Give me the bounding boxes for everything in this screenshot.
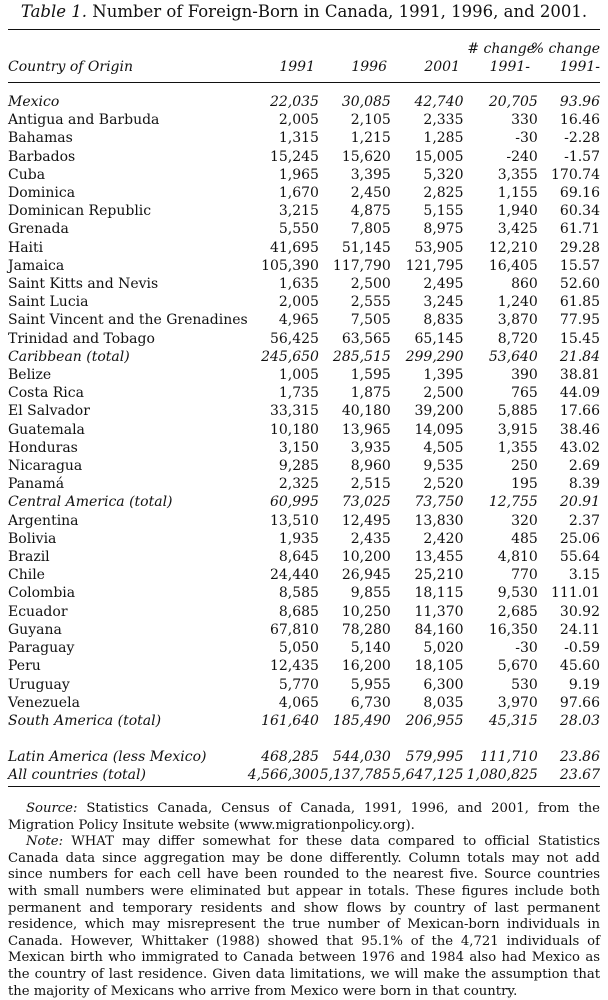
cell-change-pct: 8.39: [568, 476, 600, 493]
cell-1996: 8,960: [350, 458, 391, 475]
cell-2001: 18,115: [414, 585, 464, 602]
cell-1991: 1,315: [278, 130, 319, 147]
header-2001: 2001: [424, 59, 460, 75]
table-caption: Number of Foreign-Born in Canada, 1991, 1996, and 2001.: [92, 2, 588, 21]
cell-country: Jamaica: [8, 257, 65, 274]
cell-2001: 5,647,125: [392, 767, 464, 784]
cell-2001: 73,750: [414, 494, 464, 511]
cell-1996: 63,565: [341, 330, 391, 347]
cell-country: South America (total): [8, 712, 162, 729]
table-row-total: [8, 748, 600, 766]
cell-1996: 544,030: [332, 749, 391, 766]
header-country: Country of Origin: [8, 59, 134, 75]
cell-1991: 2,005: [278, 294, 319, 311]
cell-1991: 67,810: [269, 621, 319, 638]
header-change-num-sub: 1991-: [489, 59, 530, 75]
cell-1996: 78,280: [341, 621, 391, 638]
table-row: [8, 293, 600, 311]
cell-change-pct: 43.02: [559, 439, 600, 456]
table-row-total: [8, 93, 600, 111]
cell-change-pct: 21.84: [559, 348, 600, 365]
cell-change-num: 765: [511, 385, 538, 402]
cell-2001: 2,335: [423, 112, 464, 129]
note-text: may differ somewhat for these data compared to official Statistics Canada data since aggregation may be done differently. Column totals may not add since numbers for each cell have been rounded to the nearest five. Source countries with small numbers were eliminated but appear in totals. These figures include both permanent and temporary residents and show flows by country of last permanent residence, which may misrepresent the true number of Mexican-born individuals in Canada. However, Whittaker (1988) showed that 95.1% of the 4,721 individuals of Mexican birth who immigrated to Canada between 1976 and 1984 also had Mexico as the country of last residence. Given data limitations, we will make the assumption that the majority of Mexicans who arrive from Mexico were born in that country.: [8, 834, 600, 999]
cell-1996: 73,025: [341, 494, 391, 511]
cell-1996: 3,395: [350, 166, 391, 183]
cell-change-pct: -2.28: [564, 130, 600, 147]
cell-1996: 5,137,785: [319, 767, 391, 784]
cell-change-num: 8,720: [497, 330, 538, 347]
cell-1996: 1,215: [350, 130, 391, 147]
cell-country: Barbados: [8, 148, 76, 165]
cell-1996: 10,250: [341, 603, 391, 620]
table-row: [8, 239, 600, 257]
header-change-pct-sub: 1991-: [559, 59, 600, 75]
cell-2001: 65,145: [414, 330, 464, 347]
cell-2001: 11,370: [414, 603, 464, 620]
cell-2001: 206,955: [405, 712, 464, 729]
cell-change-num: 1,080,825: [466, 767, 538, 784]
cell-2001: 25,210: [414, 567, 464, 584]
header-change-pct: % change: [530, 41, 600, 57]
cell-country: Paraguay: [8, 640, 75, 657]
cell-change-pct: 30.92: [559, 603, 600, 620]
cell-1991: 13,510: [269, 512, 319, 529]
cell-1991: 245,650: [261, 348, 319, 365]
cell-1991: 5,770: [278, 676, 319, 693]
cell-country: Caribbean (total): [8, 348, 130, 365]
data-table: [8, 93, 600, 785]
source-end: ).: [405, 817, 415, 833]
cell-change-pct: 44.09: [559, 385, 600, 402]
cell-1996: 5,955: [350, 676, 391, 693]
cell-change-pct: 97.66: [559, 694, 600, 711]
cell-2001: 579,995: [405, 749, 464, 766]
cell-change-num: 5,670: [497, 658, 538, 675]
cell-change-pct: -1.57: [564, 148, 600, 165]
cell-1996: 26,945: [341, 567, 391, 584]
cell-change-num: 3,870: [497, 312, 538, 329]
cell-country: Saint Vincent and the Grenadines: [8, 312, 248, 329]
cell-1991: 2,325: [278, 476, 319, 493]
table-row: [8, 184, 600, 202]
cell-change-num: 16,350: [488, 621, 538, 638]
cell-2001: 299,290: [405, 348, 464, 365]
cell-2001: 1,285: [423, 130, 464, 147]
source-link[interactable]: www.migrationpolicy.org: [238, 817, 406, 833]
cell-country: Latin America (less Mexico): [8, 749, 207, 766]
cell-1991: 41,695: [269, 239, 319, 256]
cell-1996: 285,515: [332, 348, 391, 365]
table-row: [8, 220, 600, 238]
cell-change-num: 16,405: [488, 257, 538, 274]
cell-country: Dominican Republic: [8, 203, 152, 220]
cell-change-num: 3,915: [497, 421, 538, 438]
cell-change-num: -240: [506, 148, 538, 165]
cell-change-pct: 38.46: [559, 421, 600, 438]
cell-1991: 24,440: [269, 567, 319, 584]
cell-1996: 12,495: [341, 512, 391, 529]
cell-1996: 2,500: [350, 276, 391, 293]
table-row-total: [8, 493, 600, 511]
cell-2001: 18,105: [414, 658, 464, 675]
cell-1996: 2,450: [350, 185, 391, 202]
cell-change-pct: 16.46: [559, 112, 600, 129]
cell-change-num: 1,355: [497, 439, 538, 456]
cell-change-num: 390: [511, 367, 538, 384]
cell-change-num: 1,155: [497, 185, 538, 202]
cell-1991: 4,566,300: [247, 767, 319, 784]
cell-1996: 10,200: [341, 549, 391, 566]
table-row-total: [8, 348, 600, 366]
cell-2001: 8,975: [423, 221, 464, 238]
cell-2001: 5,155: [423, 203, 464, 220]
cell-change-pct: 93.96: [559, 94, 600, 110]
cell-2001: 2,495: [423, 276, 464, 293]
cell-change-pct: 69.16: [559, 185, 600, 202]
cell-1996: 2,435: [350, 530, 391, 547]
cell-2001: 53,905: [414, 239, 464, 256]
cell-change-num: 111,710: [479, 749, 538, 766]
cell-country: Panamá: [8, 476, 65, 493]
cell-1991: 33,315: [269, 403, 319, 420]
cell-change-pct: 111.01: [551, 585, 600, 602]
cell-change-num: 250: [511, 458, 538, 475]
cell-change-pct: 60.34: [559, 203, 600, 220]
cell-1991: 1,670: [278, 185, 319, 202]
cell-1996: 2,555: [350, 294, 391, 311]
cell-country: Brazil: [8, 549, 50, 566]
header-1996: 1996: [351, 59, 387, 75]
cell-country: All countries (total): [8, 767, 146, 784]
cell-change-num: 3,970: [497, 694, 538, 711]
cell-2001: 5,020: [423, 640, 464, 657]
note-acronym: WHAT: [71, 834, 114, 850]
table-row: [8, 530, 600, 548]
cell-change-num: 530: [511, 676, 538, 693]
cell-country: Uruguay: [8, 676, 70, 693]
cell-change-pct: 24.11: [559, 621, 600, 638]
cell-2001: 13,455: [414, 549, 464, 566]
source-text: Statistics Canada, Census of Canada, 1991, 1996, and 2001, from the Migration Policy Insitute website (: [8, 801, 600, 833]
cell-1996: 30,085: [341, 94, 391, 110]
cell-1996: 2,515: [350, 476, 391, 493]
cell-1991: 105,390: [261, 257, 319, 274]
cell-country: Saint Lucia: [8, 294, 89, 311]
cell-2001: 2,420: [423, 530, 464, 547]
cell-change-num: 3,355: [497, 166, 538, 183]
cell-1996: 7,805: [350, 221, 391, 238]
cell-1991: 1,635: [278, 276, 319, 293]
cell-change-pct: 25.06: [559, 530, 600, 547]
cell-2001: 1,395: [423, 367, 464, 384]
table-row: [8, 166, 600, 184]
table-row: [8, 548, 600, 566]
cell-change-pct: -0.59: [564, 640, 600, 657]
table-row-total: [8, 712, 600, 730]
header-1991: 1991: [279, 59, 315, 75]
cell-1991: 8,645: [278, 549, 319, 566]
cell-change-num: 4,810: [497, 549, 538, 566]
cell-1991: 2,005: [278, 112, 319, 129]
cell-2001: 2,500: [423, 385, 464, 402]
table-label: Table 1.: [20, 2, 87, 21]
cell-country: Argentina: [8, 512, 79, 529]
cell-country: Chile: [8, 567, 45, 584]
cell-2001: 2,520: [423, 476, 464, 493]
cell-1991: 3,150: [278, 439, 319, 456]
cell-1991: 8,585: [278, 585, 319, 602]
cell-1991: 8,685: [278, 603, 319, 620]
table-row: [8, 384, 600, 402]
cell-1996: 3,935: [350, 439, 391, 456]
cell-change-num: 5,885: [497, 403, 538, 420]
cell-change-num: 12,755: [488, 494, 538, 511]
cell-change-num: 45,315: [488, 712, 538, 729]
table-title: [0, 2, 608, 22]
cell-change-num: 53,640: [488, 348, 538, 365]
cell-1996: 1,875: [350, 385, 391, 402]
cell-change-pct: 28.03: [559, 712, 600, 729]
cell-1996: 7,505: [350, 312, 391, 329]
cell-country: Central America (total): [8, 494, 173, 511]
table-row: [8, 657, 600, 675]
spacer-cell: [8, 730, 600, 748]
cell-1991: 60,995: [269, 494, 319, 511]
cell-change-num: -30: [515, 130, 538, 147]
cell-country: Saint Kitts and Nevis: [8, 276, 159, 293]
cell-country: Honduras: [8, 439, 78, 456]
header-rule: [8, 82, 600, 83]
cell-2001: 39,200: [414, 403, 464, 420]
cell-change-pct: 61.71: [559, 221, 600, 238]
cell-1991: 1,735: [278, 385, 319, 402]
cell-country: Grenada: [8, 221, 69, 238]
table-row: [8, 129, 600, 147]
cell-country: Ecuador: [8, 603, 68, 620]
cell-2001: 3,245: [423, 294, 464, 311]
cell-1991: 468,285: [261, 749, 319, 766]
cell-change-pct: 9.19: [568, 676, 600, 693]
note-label: Note:: [26, 834, 64, 850]
cell-1996: 9,855: [350, 585, 391, 602]
table-notes: [8, 801, 600, 1000]
table-row: [8, 275, 600, 293]
cell-change-num: 3,425: [497, 221, 538, 238]
cell-2001: 8,035: [423, 694, 464, 711]
cell-2001: 6,300: [423, 676, 464, 693]
cell-change-pct: 45.60: [559, 658, 600, 675]
cell-1996: 15,620: [341, 148, 391, 165]
table-row: [8, 330, 600, 348]
cell-change-pct: 38.81: [559, 367, 600, 384]
cell-1996: 117,790: [332, 257, 391, 274]
cell-country: El Salvador: [8, 403, 90, 420]
cell-country: Trinidad and Tobago: [8, 330, 155, 347]
cell-1991: 5,050: [278, 640, 319, 657]
top-rule: [8, 29, 600, 30]
cell-1996: 4,875: [350, 203, 391, 220]
cell-change-pct: 15.45: [559, 330, 600, 347]
cell-country: Bolivia: [8, 530, 57, 547]
cell-1996: 2,105: [350, 112, 391, 129]
table-row: [8, 566, 600, 584]
cell-country: Antigua and Barbuda: [8, 112, 160, 129]
cell-2001: 4,505: [423, 439, 464, 456]
cell-change-pct: 52.60: [559, 276, 600, 293]
cell-change-num: 12,210: [488, 239, 538, 256]
cell-1991: 1,935: [278, 530, 319, 547]
cell-1991: 15,245: [269, 148, 319, 165]
cell-1991: 12,435: [269, 658, 319, 675]
table-body: [8, 93, 600, 785]
cell-1996: 6,730: [350, 694, 391, 711]
table-row: [8, 457, 600, 475]
cell-change-num: 1,240: [497, 294, 538, 311]
cell-change-num: 9,530: [497, 585, 538, 602]
data-note: [8, 834, 600, 1000]
cell-1991: 161,640: [261, 712, 319, 729]
table-row: [8, 366, 600, 384]
table-row: [8, 421, 600, 439]
cell-change-num: 320: [511, 512, 538, 529]
cell-change-pct: 23.86: [559, 749, 600, 766]
cell-change-num: 2,685: [497, 603, 538, 620]
table-row: [8, 111, 600, 129]
cell-change-pct: 170.74: [551, 166, 600, 183]
cell-2001: 2,825: [423, 185, 464, 202]
bottom-rule: [8, 786, 600, 787]
cell-1996: 51,145: [341, 239, 391, 256]
cell-country: Guatemala: [8, 421, 85, 438]
cell-2001: 15,005: [414, 148, 464, 165]
cell-2001: 5,320: [423, 166, 464, 183]
cell-change-num: 195: [511, 476, 538, 493]
cell-1991: 1,005: [278, 367, 319, 384]
cell-country: Colombia: [8, 585, 76, 602]
source-note: [8, 801, 600, 834]
cell-1991: 10,180: [269, 421, 319, 438]
cell-change-num: 770: [511, 567, 538, 584]
cell-2001: 9,535: [423, 458, 464, 475]
cell-1991: 5,550: [278, 221, 319, 238]
cell-1996: 16,200: [341, 658, 391, 675]
table-row: [8, 402, 600, 420]
table-row: [8, 257, 600, 275]
cell-country: Costa Rica: [8, 385, 84, 402]
table-row: [8, 639, 600, 657]
cell-1991: 22,035: [269, 94, 319, 110]
cell-1991: 1,965: [278, 166, 319, 183]
cell-country: Mexico: [8, 94, 60, 110]
cell-change-pct: 61.85: [559, 294, 600, 311]
cell-change-pct: 55.64: [559, 549, 600, 566]
table-row: [8, 202, 600, 220]
cell-1991: 3,215: [278, 203, 319, 220]
cell-2001: 84,160: [414, 621, 464, 638]
spacer-row: [8, 730, 600, 748]
cell-country: Belize: [8, 367, 52, 384]
cell-1996: 1,595: [350, 367, 391, 384]
cell-change-num: 1,940: [497, 203, 538, 220]
cell-2001: 14,095: [414, 421, 464, 438]
cell-2001: 42,740: [414, 94, 464, 110]
cell-change-pct: 29.28: [559, 239, 600, 256]
cell-change-pct: 77.95: [559, 312, 600, 329]
cell-change-pct: 20.91: [559, 494, 600, 511]
cell-1996: 5,140: [350, 640, 391, 657]
cell-change-num: -30: [515, 640, 538, 657]
table-row: [8, 439, 600, 457]
cell-country: Bahamas: [8, 130, 73, 147]
cell-change-pct: 2.37: [568, 512, 600, 529]
cell-change-num: 485: [511, 530, 538, 547]
cell-1991: 4,065: [278, 694, 319, 711]
cell-1996: 13,965: [341, 421, 391, 438]
table-row: [8, 676, 600, 694]
source-label: Source:: [26, 801, 78, 816]
cell-2001: 13,830: [414, 512, 464, 529]
cell-country: Cuba: [8, 166, 46, 183]
table-row-total: [8, 766, 600, 784]
table-row: [8, 475, 600, 493]
cell-change-pct: 23.67: [559, 767, 600, 784]
table-row: [8, 603, 600, 621]
table-row: [8, 584, 600, 602]
cell-change-num: 860: [511, 276, 538, 293]
cell-2001: 121,795: [405, 257, 464, 274]
table-row: [8, 694, 600, 712]
table-row: [8, 512, 600, 530]
table-row: [8, 311, 600, 329]
cell-country: Venezuela: [8, 694, 80, 711]
cell-1991: 56,425: [269, 330, 319, 347]
cell-change-pct: 15.57: [559, 257, 600, 274]
cell-1991: 4,965: [278, 312, 319, 329]
table-row: [8, 148, 600, 166]
cell-country: Guyana: [8, 621, 62, 638]
cell-1991: 9,285: [278, 458, 319, 475]
cell-change-pct: 2.69: [568, 458, 600, 475]
cell-change-num: 20,705: [488, 94, 538, 110]
cell-change-pct: 17.66: [559, 403, 600, 420]
table-row: [8, 621, 600, 639]
cell-country: Haiti: [8, 239, 44, 256]
header-change-num: # change: [467, 41, 535, 57]
cell-country: Nicaragua: [8, 458, 83, 475]
cell-country: Peru: [8, 658, 41, 675]
cell-2001: 8,835: [423, 312, 464, 329]
cell-change-num: 330: [511, 112, 538, 129]
cell-1996: 40,180: [341, 403, 391, 420]
cell-1996: 185,490: [332, 712, 391, 729]
cell-change-pct: 3.15: [568, 567, 600, 584]
cell-country: Dominica: [8, 185, 76, 202]
